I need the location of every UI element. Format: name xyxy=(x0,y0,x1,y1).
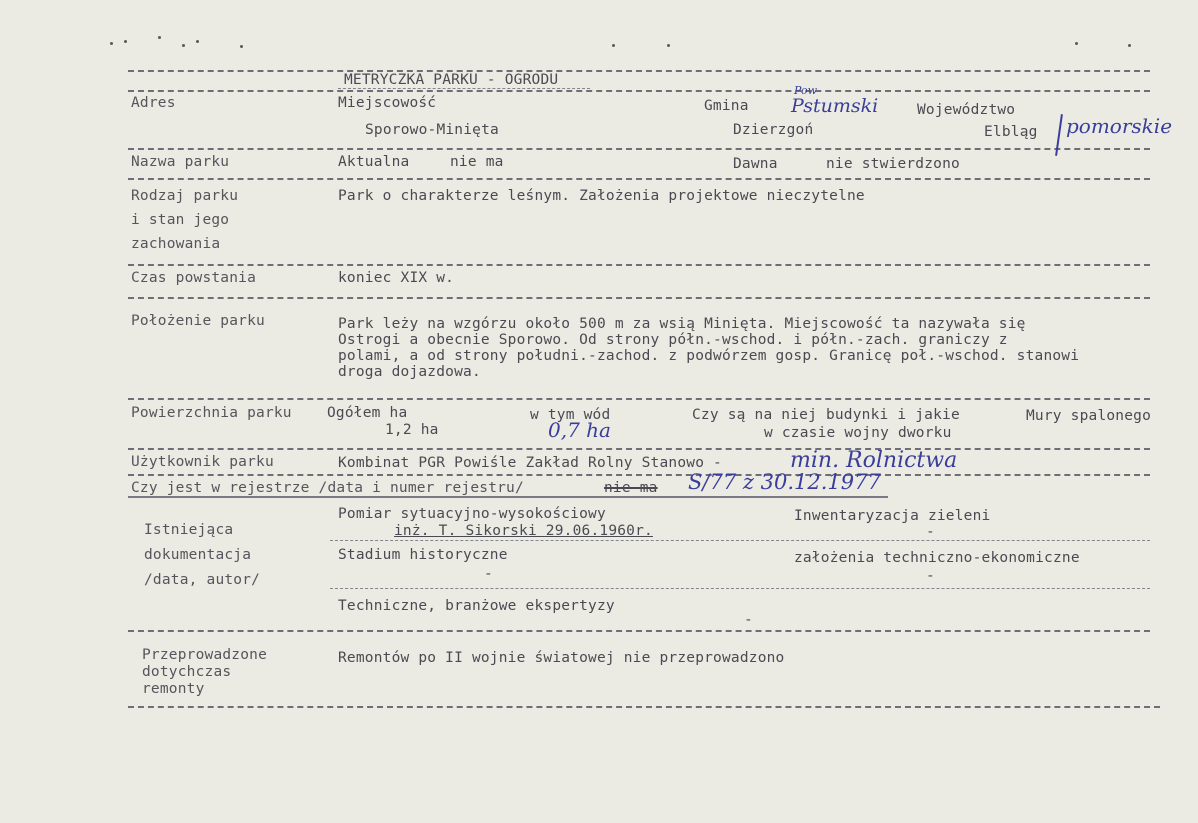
czas-value: koniec XIX w. xyxy=(338,270,455,286)
rejestr-struck: nie ma xyxy=(604,480,658,496)
aktualna-value: nie ma xyxy=(450,154,504,170)
rule-after-adres xyxy=(128,148,1150,150)
speck xyxy=(1128,44,1131,47)
wtym-handwritten: 0,7 ha xyxy=(548,418,611,442)
rule-top xyxy=(128,70,1150,72)
rule-after-polozenie xyxy=(128,398,1150,400)
rule-after-czas xyxy=(128,297,1150,299)
polozenie-line-4: droga dojazdowa. xyxy=(338,364,481,380)
polozenie-line-3: polami, a od strony południ.-zachod. z podwórzem gosp. Granicę poł.-wschod. stanowi xyxy=(338,348,1080,364)
mury-text: Mury spalonego xyxy=(1026,408,1152,424)
rodzaj-label-2: i stan jego xyxy=(131,212,230,228)
speck xyxy=(182,44,185,47)
budynki-line-1: Czy są na niej budynki i jakie xyxy=(692,407,960,423)
speck xyxy=(158,36,161,39)
rule-after-powierzchnia xyxy=(128,448,1150,450)
inwentaryzacja-label: Inwentaryzacja zieleni xyxy=(794,508,991,524)
gmina-label: Gmina xyxy=(704,98,749,114)
wojewodztwo-label: Województwo xyxy=(917,102,1016,118)
speck xyxy=(196,40,199,43)
rodzaj-label-3: zachowania xyxy=(131,236,221,252)
rule-after-uzytkownik xyxy=(128,474,1150,476)
rule-after-doc xyxy=(128,630,1150,632)
rule-doc-2 xyxy=(330,588,1150,589)
nazwa-label: Nazwa parku xyxy=(131,154,230,170)
stadium-label: Stadium historyczne xyxy=(338,547,508,563)
speck xyxy=(124,40,127,43)
powierzchnia-label: Powierzchnia parku xyxy=(131,405,292,421)
card-title: METRYCZKA PARKU - OGRODU xyxy=(344,72,559,88)
rule-after-title xyxy=(128,90,1150,92)
ogolem-label: Ogółem ha xyxy=(327,405,408,421)
speck xyxy=(667,44,670,47)
gmina-hand-note: Pow xyxy=(794,84,817,97)
stadium-dash: - xyxy=(484,566,493,582)
speck xyxy=(612,44,615,47)
rodzaj-value: Park o charakterze leśnym. Założenia projektowe nieczytelne xyxy=(338,188,865,204)
dawna-label: Dawna xyxy=(733,156,778,172)
uzytkownik-value: Kombinat PGR Powiśle Zakład Rolny Stanowo - xyxy=(338,455,722,471)
wojewodztwo-handwritten: pomorskie xyxy=(1066,114,1173,138)
speck xyxy=(240,45,243,48)
remonty-label-3: remonty xyxy=(142,681,205,697)
techniczne-label: Techniczne, branżowe ekspertyzy xyxy=(338,598,615,614)
wojewodztwo-value: Elbląg xyxy=(984,124,1038,140)
dokumentacja-label-1: Istniejąca xyxy=(144,522,234,538)
zalozenia-label: założenia techniczno-ekonomiczne xyxy=(794,550,1080,566)
adres-label: Adres xyxy=(131,95,176,111)
uzytkownik-handwritten: min. Rolnictwa xyxy=(790,448,958,473)
rule-after-rodzaj xyxy=(128,264,1150,266)
techniczne-dash: - xyxy=(744,612,753,628)
remonty-value: Remontów po II wojnie światowej nie przeprowadzono xyxy=(338,650,785,666)
gmina-value: Dzierzgoń xyxy=(733,122,814,138)
miejscowosc-value: Sporowo-Minięta xyxy=(365,122,499,138)
rodzaj-label-1: Rodzaj parku xyxy=(131,188,239,204)
polozenie-line-1: Park leży na wzgórzu około 500 m za wsią Minięta. Miejscowość ta nazywała się xyxy=(338,316,1026,332)
budynki-line-2: w czasie wojny dworku xyxy=(764,425,952,441)
aktualna-label: Aktualna xyxy=(338,154,410,170)
pomiar-line-2: inż. T. Sikorski 29.06.1960r. xyxy=(394,523,653,539)
rule-bottom xyxy=(128,706,1160,708)
polozenie-line-2: Ostrogi a obecnie Sporowo. Od strony półn.-wschod. i półn.-zach. graniczy z xyxy=(338,332,1008,348)
remonty-label-2: dotychczas xyxy=(142,664,232,680)
gmina-handwritten: Pstumski xyxy=(791,95,879,117)
remonty-label-1: Przeprowadzone xyxy=(142,647,268,663)
wtym-label: w tym wód xyxy=(530,407,611,423)
zalozenia-dash: - xyxy=(926,568,935,584)
ogolem-value: 1,2 ha xyxy=(385,422,439,438)
speck xyxy=(1075,42,1078,45)
rejestr-label: Czy jest w rejestrze /data i numer rejestru/ xyxy=(131,480,524,496)
dokumentacja-label-3: /data, autor/ xyxy=(144,572,261,588)
rule-after-nazwa xyxy=(128,178,1150,180)
dawna-value: nie stwierdzono xyxy=(826,156,960,172)
speck xyxy=(110,42,113,45)
rule-doc-1 xyxy=(330,540,1150,541)
inwentaryzacja-dash: - xyxy=(926,524,935,540)
pomiar-line-1: Pomiar sytuacyjno-wysokościowy xyxy=(338,506,606,522)
polozenie-label: Położenie parku xyxy=(131,313,265,329)
czas-label: Czas powstania xyxy=(131,270,257,286)
miejscowosc-label: Miejscowość xyxy=(338,95,437,111)
dokumentacja-label-2: dokumentacja xyxy=(144,547,252,563)
rejestr-handwritten: S/77 z 30.12.1977 xyxy=(688,470,881,494)
uzytkownik-label: Użytkownik parku xyxy=(131,454,274,470)
